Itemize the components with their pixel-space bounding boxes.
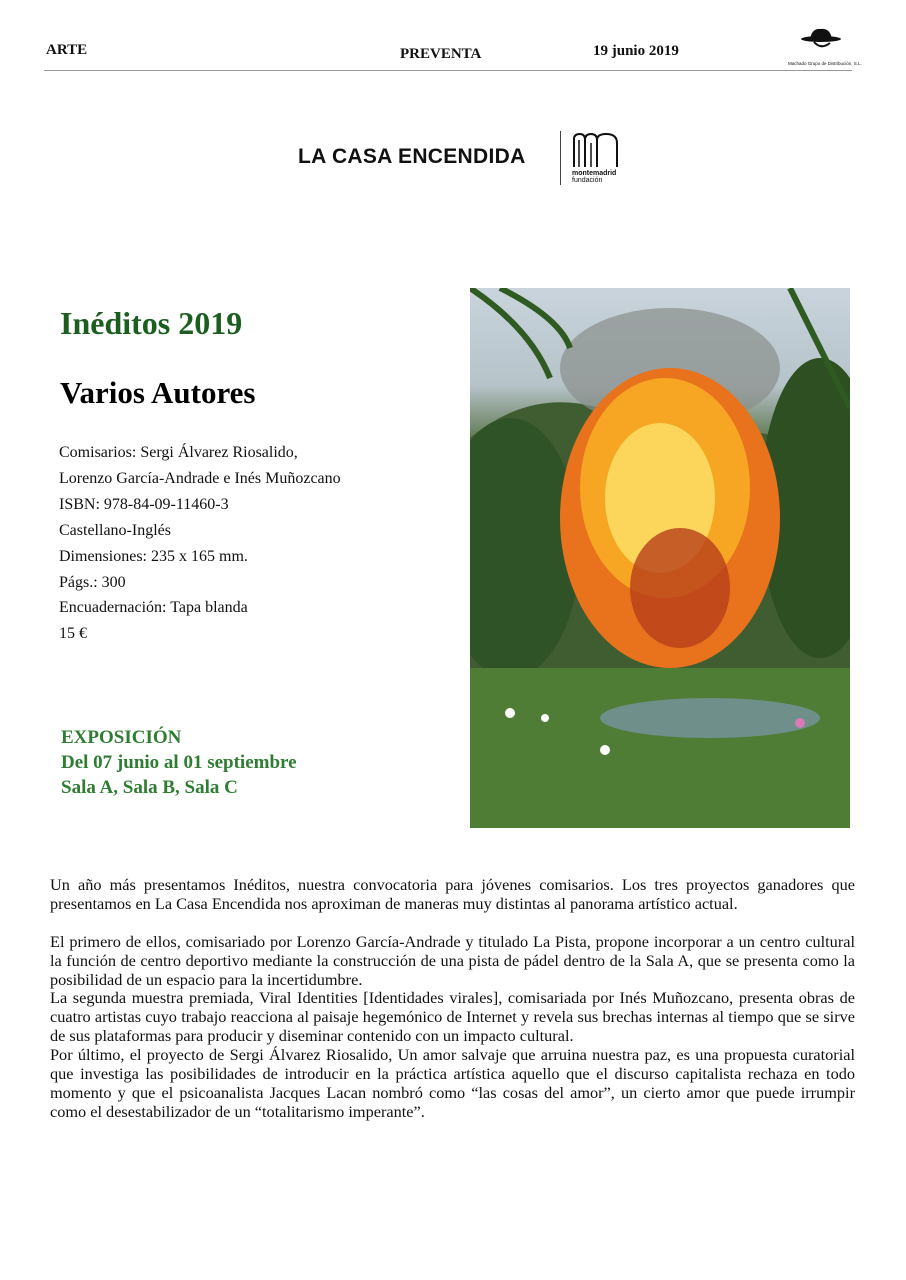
book-details (59, 440, 341, 647)
detail-dimensions: Dimensiones: 235 x 165 mm. (59, 547, 248, 565)
detail-isbn: ISBN: 978-84-09-11460-3 (59, 495, 229, 513)
hat-face-logo-icon (788, 26, 854, 56)
section-label: ARTE (46, 42, 88, 58)
cover-image (470, 288, 850, 828)
exhibition-info (61, 725, 297, 800)
paragraph-viral-identities: La segunda muestra premiada, Viral Identities [Identidades virales], comisariada por Inés Muñozcano, presenta obras de cuatro artistas cuyo trabajo reacciona al paisaje hegemónico de Internet y revela sus brechas internas al tiempo que se sirve de sus plataformas para producir y diseminar contenido con un impacto cultural. (50, 988, 855, 1046)
partner-logo-text (572, 170, 616, 184)
detail-curators: Comisarios: Sergi Álvarez Riosalido, (59, 444, 298, 461)
logo-divider (560, 131, 561, 185)
book-title: Inéditos 2019 (60, 305, 243, 341)
header-divider (44, 70, 852, 71)
description (50, 876, 855, 1122)
partner-name: montemadrid (572, 170, 617, 177)
detail-curators-cont: Lorenzo García-Andrade e Inés Muñozcano (59, 469, 341, 487)
status-label: PREVENTA (400, 46, 482, 62)
detail-price: 15 € (59, 625, 87, 643)
distributor-logo-text: Machado Grupo de Distribución, S.L. (788, 61, 862, 66)
book-author: Varios Autores (60, 375, 256, 410)
detail-pages: Págs.: 300 (59, 573, 126, 591)
date-label: 19 junio 2019 (593, 43, 679, 59)
exhibition-dates: Del 07 junio al 01 septiembre (61, 752, 297, 773)
detail-binding: Encuadernación: Tapa blanda (59, 599, 248, 617)
detail-language: Castellano-Inglés (59, 521, 171, 539)
paragraph-la-pista: El primero de ellos, comisariado por Lorenzo García-Andrade y titulado La Pista, propone incorporar a un centro cultural la función de centro deportivo mediante la construcción de una pista de pádel dentro de la Sala A, que se presenta como la posibilidad de un espacio para la incertidumbre. (50, 931, 855, 989)
montemadrid-logo-icon (571, 131, 621, 169)
publisher-logo-text: LA CASA ENCENDIDA (298, 145, 526, 168)
exhibition-rooms: Sala A, Sala B, Sala C (61, 777, 238, 798)
distributor-logo (788, 26, 862, 66)
exhibition-label: EXPOSICIÓN (61, 727, 182, 748)
partner-sub: fundación (572, 177, 603, 184)
paragraph-amor-salvaje: Por último, el proyecto de Sergi Álvarez Riosalido, Un amor salvaje que arruina nuestra paz, es una propuesta curatorial que investiga las posibilidades de introducir en la práctica artística aquello que el discurso capitalista rechaza en todo momento y que el psicoanalista Jacques Lacan nombró como “las cosas del amor”, un cierto amor que puede irrumpir como el desestabilizador de un “totalitarismo imperante”. (50, 1045, 855, 1121)
paragraph-intro: Un año más presentamos Inéditos, nuestra convocatoria para jóvenes comisarios. Los tres proyectos ganadores que presentamos en La Casa Encendida nos aproximan de maneras muy distintas al panorama artístico actual. (50, 875, 855, 913)
burning-tree-landscape-image (470, 288, 850, 828)
